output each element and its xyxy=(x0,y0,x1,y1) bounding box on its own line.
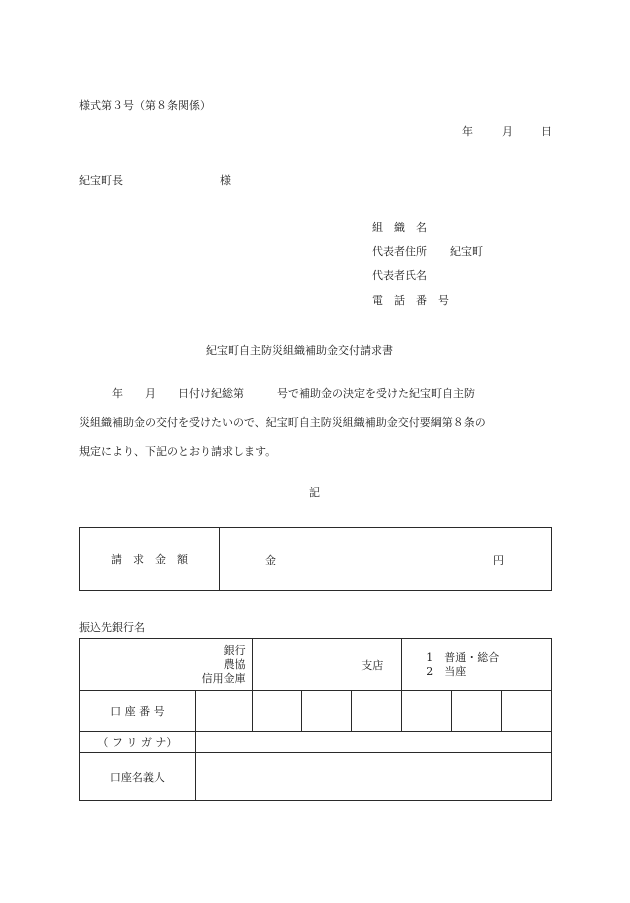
amount-label: 請 求 金 額 xyxy=(111,553,188,566)
account-digit-4[interactable] xyxy=(352,691,402,732)
account-digit-7[interactable] xyxy=(502,691,552,732)
rep-name-label: 代表者氏名 xyxy=(372,269,427,282)
bank-type-bank: 銀行 xyxy=(223,643,246,657)
account-digit-5[interactable] xyxy=(402,691,452,732)
addressee-name: 紀宝町長 xyxy=(79,174,123,187)
furigana-label: （ フ リ ガ ナ） xyxy=(97,736,178,749)
phone-label: 電 話 番 号 xyxy=(372,294,449,307)
document-title: 紀宝町自主防災組織補助金交付請求書 xyxy=(206,344,393,357)
account-digit-2[interactable] xyxy=(252,691,302,732)
amount-prefix: 金 xyxy=(265,554,276,567)
form-number: 様式第３号（第８条関係） xyxy=(79,99,211,112)
addressee-honorific: 様 xyxy=(220,174,231,187)
account-type-cell[interactable] xyxy=(402,639,552,691)
bank-heading: 振込先銀行名 xyxy=(79,621,145,634)
holder-field[interactable] xyxy=(195,753,551,801)
amount-label-cell xyxy=(80,528,220,591)
rep-address-value: 紀宝町 xyxy=(450,245,483,258)
account-no-label: 口 座 番 号 xyxy=(110,705,165,718)
bank-type-shinkin: 信用金庫 xyxy=(201,671,246,685)
amount-table xyxy=(79,527,552,591)
bank-type-cell[interactable] xyxy=(80,639,253,691)
amount-value-cell[interactable] xyxy=(220,528,552,591)
rep-address-label: 代表者住所 xyxy=(372,245,427,258)
bank-table xyxy=(79,638,552,801)
body-paragraph xyxy=(79,379,554,466)
holder-label: 口座名義人 xyxy=(109,770,165,784)
bank-type-nokyo: 農協 xyxy=(223,657,246,671)
date-month: 月 xyxy=(502,125,513,138)
body-line-1: 年 月 日付け紀総第 号で補助金の決定を受けた紀宝町自主防 xyxy=(79,387,475,400)
account-type-ordinary: 1 普通・総合 xyxy=(426,650,500,664)
branch-cell[interactable] xyxy=(252,639,402,691)
account-digit-3[interactable] xyxy=(302,691,352,732)
furigana-label-cell xyxy=(80,732,196,753)
body-line-3: 規定により、下記のとおり請求します。 xyxy=(79,445,277,458)
amount-suffix: 円 xyxy=(493,554,504,567)
date-day: 日 xyxy=(541,125,552,138)
org-name-label: 組 織 名 xyxy=(372,221,427,234)
account-no-label-cell xyxy=(80,691,196,732)
body-line-2: 災組織補助金の交付を受けたいので、紀宝町自主防災組織補助金交付要綱第８条の xyxy=(79,416,486,429)
furigana-field[interactable] xyxy=(195,732,551,753)
ki-mark: 記 xyxy=(309,486,320,499)
holder-label-cell xyxy=(80,753,196,801)
account-type-current: 2 当座 xyxy=(426,664,467,678)
account-digit-1[interactable] xyxy=(195,691,252,732)
date-year: 年 xyxy=(462,125,473,138)
account-digit-6[interactable] xyxy=(452,691,502,732)
branch-label: 支店 xyxy=(361,658,384,672)
